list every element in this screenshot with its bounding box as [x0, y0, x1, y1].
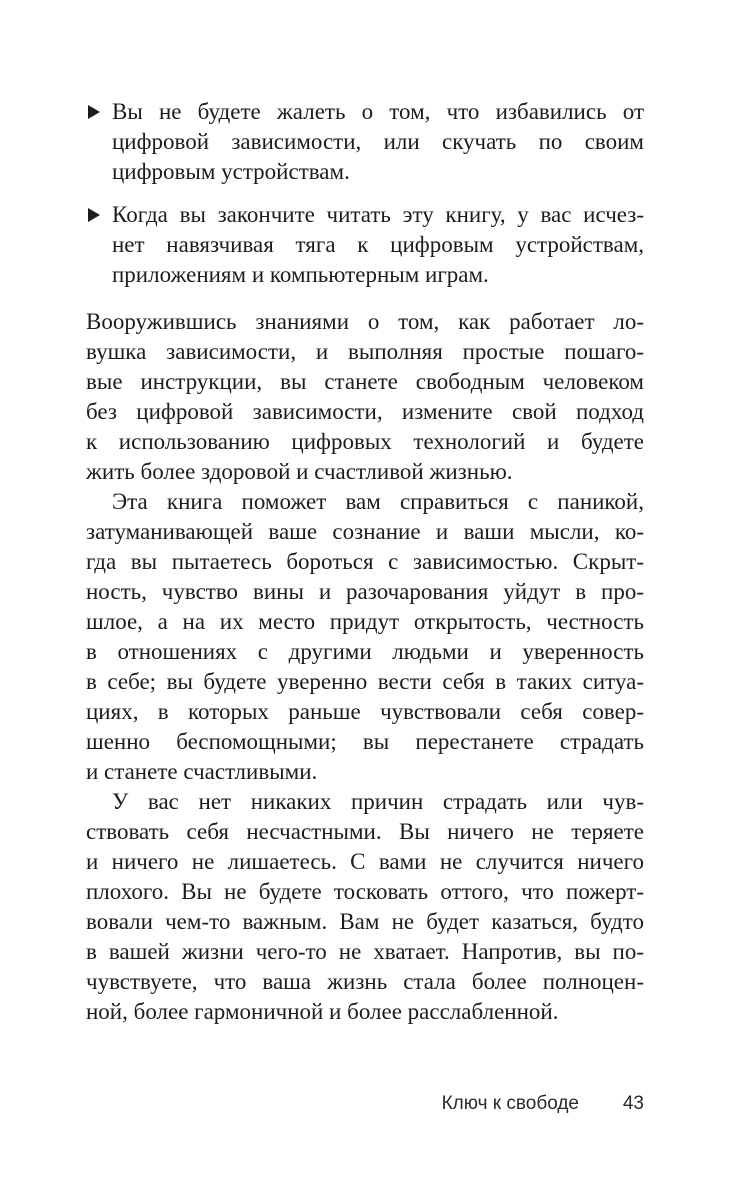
paragraph: [86, 307, 644, 487]
text-line: и станете счастливыми.: [86, 759, 318, 784]
text-line: в себе; вы будете уверенно вести себя в таких ситуа-: [86, 669, 644, 694]
text-line: вые инструкции, вы станете свободным человеком: [86, 369, 644, 394]
text-line: без цифровой зависимости, измените свой подход: [86, 399, 644, 424]
bullet-item: [86, 200, 644, 290]
bullet-text-line: Когда вы закончите читать эту книгу, у вас исчез-: [112, 202, 644, 227]
bullet-text-line: цифровым устройствам.: [112, 159, 350, 184]
text-line: вовали чем-то важным. Вам не будет казаться, будто: [86, 909, 644, 934]
text-line: в отношениях с другими людьми и уверенность: [86, 639, 644, 664]
bullet-item: [86, 97, 644, 187]
text-line: к использованию цифровых технологий и будете: [86, 429, 644, 454]
text-line: циях, в которых раньше чувствовали себя совер-: [86, 699, 644, 724]
paragraph: [86, 487, 644, 787]
text-line: ной, более гармоничной и более расслабленной.: [86, 999, 559, 1024]
text-line: жить более здоровой и счастливой жизнью.: [86, 459, 513, 484]
text-line: шлое, а на их место придут открытость, честность: [86, 609, 644, 634]
text-line: шенно беспомощными; вы перестанете страдать: [86, 729, 644, 754]
bullet-text-line: Вы не будете жалеть о том, что избавились от: [112, 99, 644, 124]
text-line: затуманивающей ваше сознание и ваши мысли, ко-: [86, 519, 644, 544]
text-line: гда вы пытаетесь бороться с зависимостью. Скрыт-: [86, 549, 644, 574]
text-line: Эта книга поможет вам справиться с паникой,: [112, 489, 644, 514]
text-line: вушка зависимости, и выполняя простые пошаго-: [86, 339, 644, 364]
bullet-text-line: нет навязчивая тяга к цифровым устройствам,: [112, 232, 644, 257]
text-line: ствовать себя несчастными. Вы ничего не теряете: [86, 819, 644, 844]
text-line: У вас нет никаких причин страдать или чув-: [112, 789, 644, 814]
bullet-list: [86, 97, 644, 290]
text-line: чувствуете, что ваша жизнь стала более полноцен-: [86, 969, 644, 994]
text-line: в вашей жизни чего-то не хватает. Напротив, вы по-: [86, 939, 644, 964]
text-line: Вооружившись знаниями о том, как работает ло-: [86, 309, 644, 334]
text-line: ность, чувство вины и разочарования уйдут в про-: [86, 579, 644, 604]
bullet-text-line: цифровой зависимости, или скучать по своим: [112, 129, 644, 154]
running-title: Ключ к свободе: [441, 1093, 579, 1114]
page-number: 43: [622, 1093, 644, 1114]
text-line: и ничего не лишаетесь. С вами не случится ничего: [86, 849, 644, 874]
bullet-text-line: приложениям и компьютерным играм.: [112, 262, 489, 287]
text-line: плохого. Вы не будете тосковать оттого, что пожерт-: [86, 879, 644, 904]
page-body: [86, 97, 644, 1027]
bullet-triangle-icon: [88, 208, 100, 222]
paragraph: [86, 787, 644, 1027]
bullet-triangle-icon: [88, 105, 100, 119]
